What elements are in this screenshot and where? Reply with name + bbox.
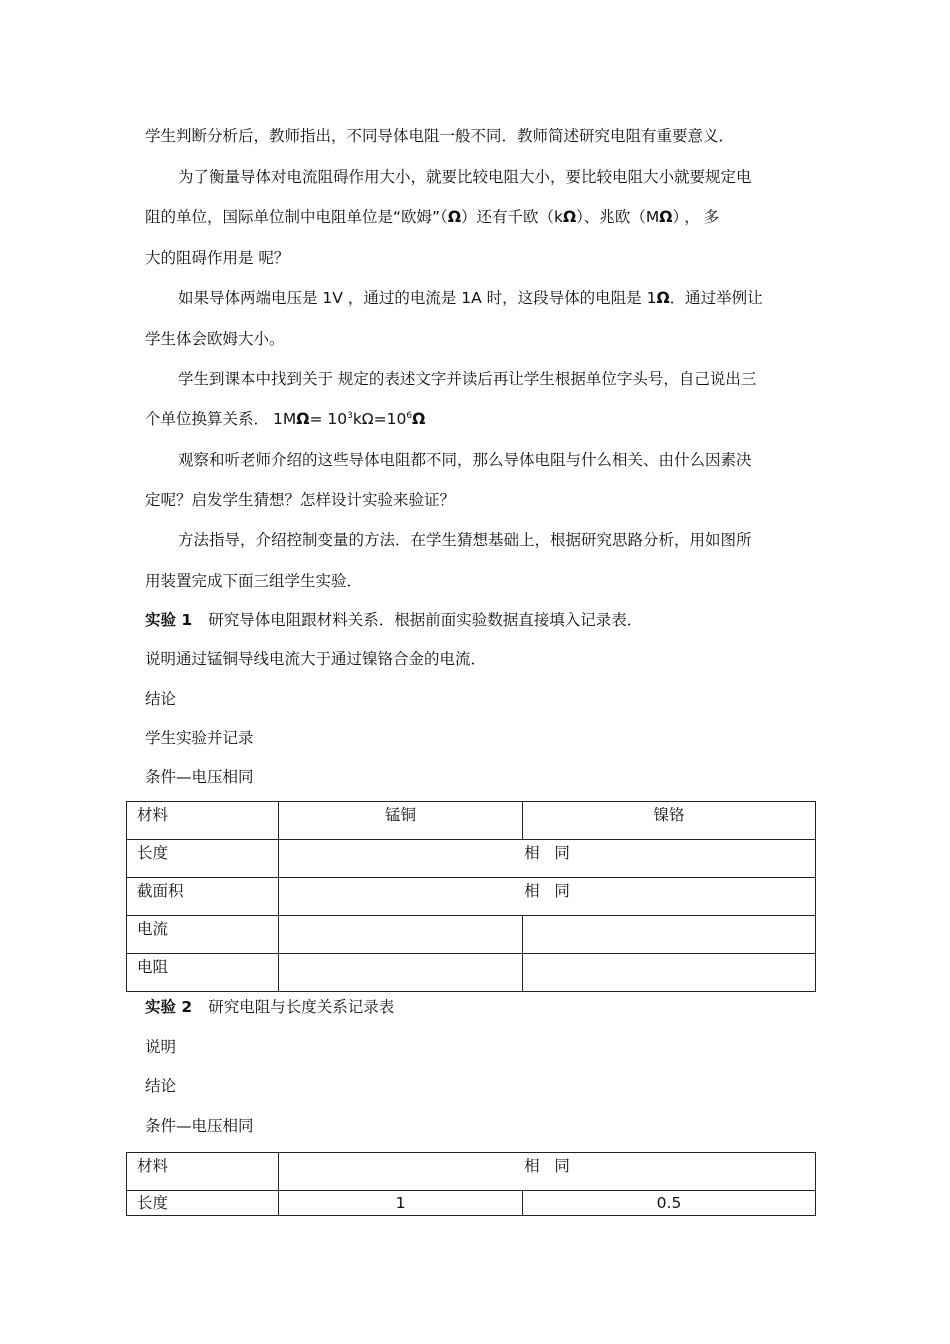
- paragraph-3-line-2: 学生体会欧姆大小。: [145, 330, 285, 348]
- experiment-1-heading: [145, 610, 642, 630]
- omega-symbol: Ω: [656, 289, 670, 307]
- experiment-1-record: 学生实验并记录: [145, 729, 254, 747]
- paragraph-4-line-1: 学生到课本中找到关于 规定的表述文字并读后再让学生根据单位字头号，自己说出三: [178, 370, 757, 388]
- experiment-2-conclusion: 结论: [145, 1077, 177, 1095]
- table-row: 材料 锰铜 镍铬: [127, 802, 816, 840]
- paragraph-6-line-2: 用装置完成下面三组学生实验．: [145, 572, 363, 590]
- experiment-1-note: 说明通过锰铜导线电流大于通过镍铬合金的电流．: [145, 650, 487, 668]
- unit-conversion-formula: $1M\Omega= 10^3k\Omega=10^6\Omega$: [273, 410, 426, 428]
- paragraph-4-line-2: 个单位换算关系． $1M\Omega= 10^3k\Omega=10^6\Omega$: [145, 410, 426, 428]
- table-row: 截面积 相 同: [127, 878, 816, 916]
- experiment-2-label: 实验 2: [145, 998, 193, 1016]
- table-row: 电阻: [127, 954, 816, 992]
- experiment-2-note: 说明: [145, 1038, 177, 1056]
- experiment-2-condition: 条件—电压相同: [145, 1117, 254, 1135]
- experiment-1-title: 研究导体电阻跟材料关系．根据前面实验数据直接填入记录表．: [208, 611, 643, 629]
- paragraph-5-line-1: 观察和听老师介绍的这些导体电阻都不同，那么导体电阻与什么相关、由什么因素决: [178, 451, 752, 469]
- paragraph-2-line-2: 阻的单位，国际单位制中电阻单位是“欧姆”（Ω）还有千欧（kΩ）、兆欧（MΩ），多: [145, 208, 724, 226]
- table-row: 长度 相 同: [127, 840, 816, 878]
- table-row: 电流: [127, 916, 816, 954]
- experiment-1-table: [126, 801, 816, 992]
- experiment-2-title: 研究电阻与长度关系记录表: [208, 998, 395, 1016]
- omega-symbol: Ω: [659, 208, 673, 226]
- experiment-2-heading: [145, 997, 394, 1017]
- table-row: 材料 相 同: [127, 1153, 816, 1191]
- paragraph-2-line-1: 为了衡量导体对电流阻碍作用大小，就要比较电阻大小，要比较电阻大小就要规定电: [178, 168, 752, 186]
- experiment-1-condition: 条件—电压相同: [145, 768, 254, 786]
- paragraph-5-line-2: 定呢？启发学生猜想？怎样设计实验来验证？: [145, 491, 456, 509]
- paragraph-1: 学生判断分析后，教师指出，不同导体电阻一般不同．教师简述研究电阻有重要意义．: [145, 127, 735, 145]
- paragraph-2-line-3: 大的阻碍作用是 呢？: [145, 249, 290, 267]
- omega-symbol: Ω: [562, 208, 577, 226]
- paragraph-6-line-1: 方法指导，介绍控制变量的方法．在学生猜想基础上，根据研究思路分析，用如图所: [178, 531, 752, 549]
- omega-symbol: Ω: [447, 208, 461, 226]
- experiment-1-label: 实验 1: [145, 611, 193, 629]
- experiment-1-conclusion: 结论: [145, 690, 177, 708]
- experiment-2-table: [126, 1152, 816, 1216]
- table-row: 长度 1 0.5: [127, 1191, 816, 1216]
- paragraph-3-line-1: 如果导体两端电压是 1V ，通过的电流是 1A 时，这段导体的电阻是 1Ω．通过举例让: [178, 289, 763, 307]
